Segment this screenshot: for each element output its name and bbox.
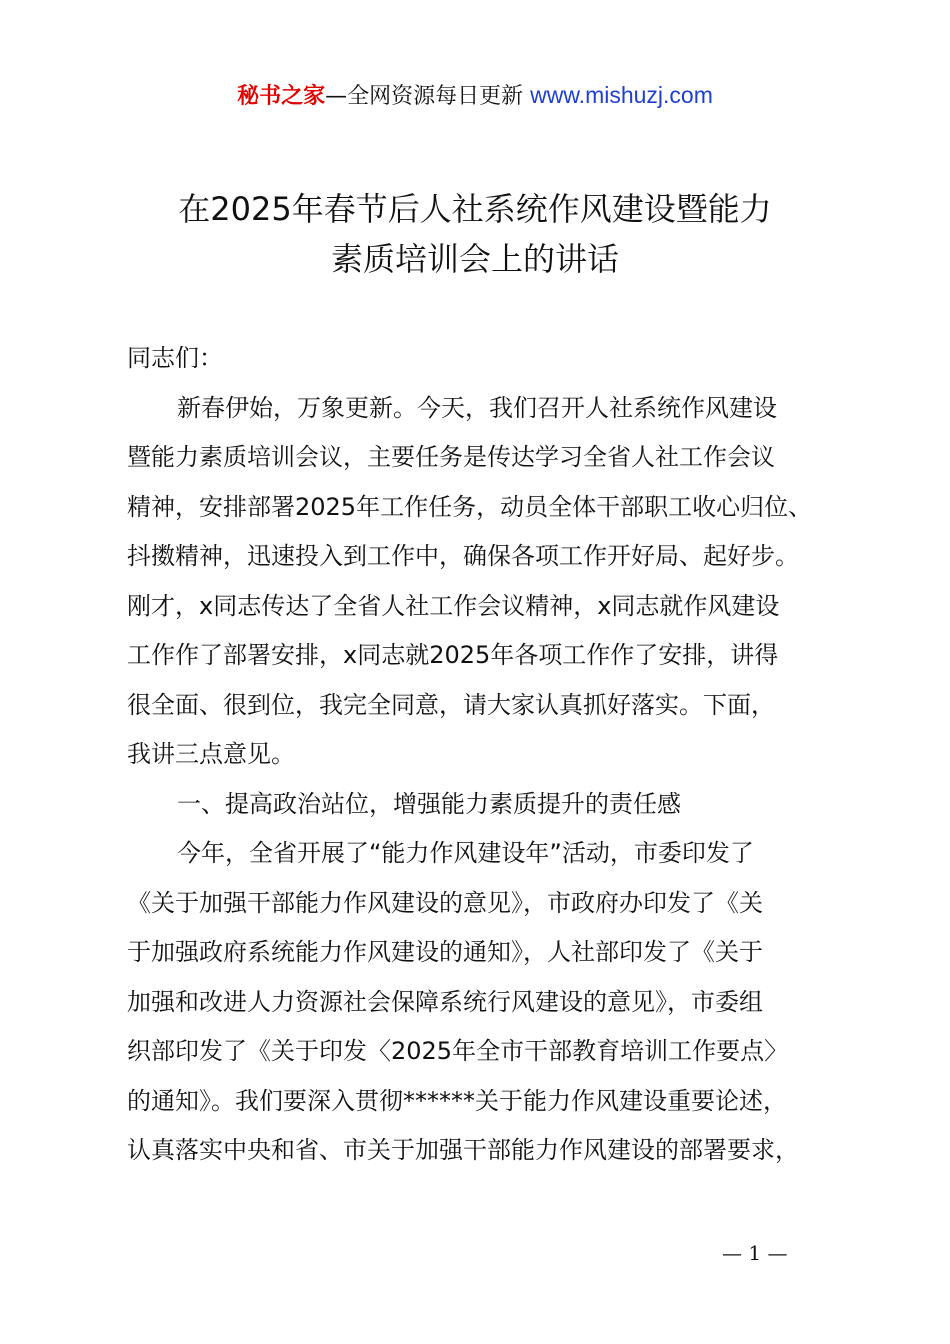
salutation: 同志们：	[127, 344, 223, 372]
paragraph-line: 工作作了部署安排，x同志就2025年各项工作作了安排，讲得	[127, 641, 779, 669]
paragraph-line: 加强和改进人力资源社会保障系统行风建设的意见》，市委组	[127, 987, 763, 1016]
title-line-2: 素质培训会上的讲话	[330, 240, 619, 278]
paragraph-line: 认真落实中央和省、市关于加强干部能力作风建设的部署要求，	[127, 1136, 799, 1164]
paragraph-line: 今年，全省开展了“能力作风建设年”活动，市委印发了	[177, 839, 754, 867]
paragraph-line: 很全面、很到位，我完全同意，请大家认真抓好落实。下面，	[127, 690, 775, 719]
document-body	[127, 334, 855, 1176]
document-title	[0, 184, 950, 284]
paragraph-line: 新春伊始，万象更新。今天，我们召开人社系统作风建设	[177, 393, 777, 422]
banner-brand: 秘书之家	[237, 84, 326, 109]
page-number: — 1 —	[722, 1241, 788, 1265]
paragraph-line: 我讲三点意见。	[127, 740, 295, 768]
paragraph-line: 于加强政府系统能力作风建设的通知》，人社部印发了《关于	[127, 938, 763, 966]
paragraph-line: 的通知》。我们要深入贯彻******关于能力作风建设重要论述，	[127, 1086, 787, 1115]
paragraph-line: 《关于加强干部能力作风建设的意见》，市政府办印发了《关	[127, 888, 763, 917]
paragraph-line: 暨能力素质培训会议，主要任务是传达学习全省人社工作会议	[127, 443, 775, 471]
site-banner	[0, 78, 950, 114]
banner-tagline: —全网资源每日更新	[325, 84, 524, 109]
banner-url-link[interactable]: www.mishuzj.com	[530, 82, 713, 108]
paragraph-line: 精神，安排部署2025年工作任务，动员全体干部职工收心归位、	[127, 492, 813, 521]
paragraph-line: 织部印发了《关于印发〈2025年全市干部教育培训工作要点〉	[127, 1037, 789, 1065]
section-heading: 一、提高政治站位，增强能力素质提升的责任感	[177, 789, 681, 818]
title-line-1: 在2025年春节后人社系统作风建设暨能力	[178, 190, 772, 228]
paragraph-line: 抖擞精神，迅速投入到工作中，确保各项工作开好局、起好步。	[127, 542, 799, 570]
paragraph-line: 刚才，x同志传达了全省人社工作会议精神，x同志就作风建设	[127, 591, 780, 620]
